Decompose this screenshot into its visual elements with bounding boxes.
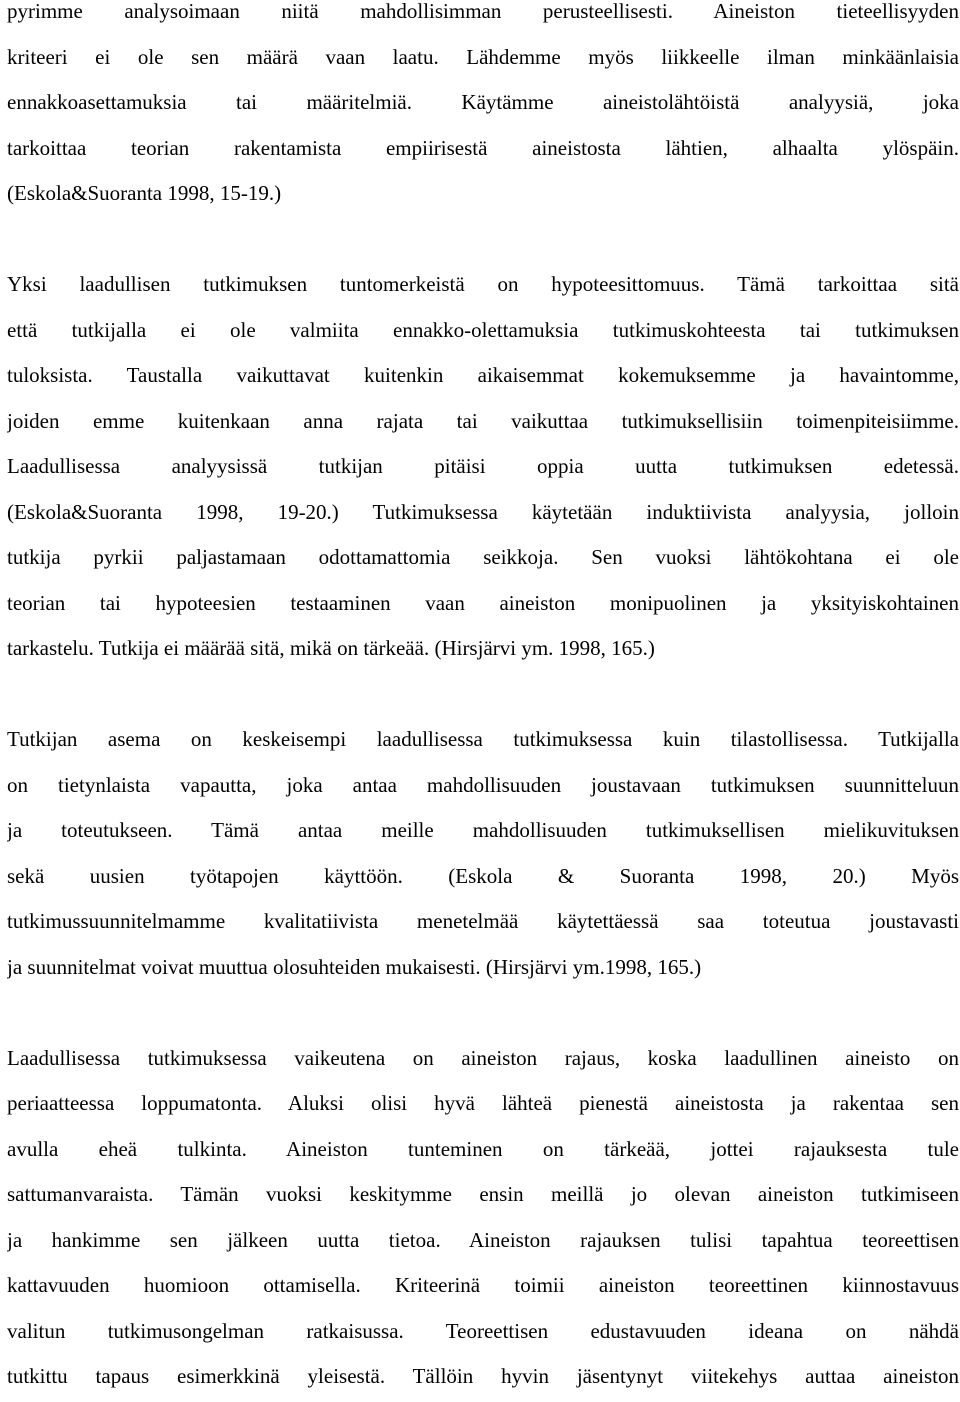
text-line: ennakkoasettamuksia tai määritelmiä. Käytämme aineistolähtöistä analyysiä, joka: [7, 90, 959, 114]
text-line: tuloksista. Taustalla vaikuttavat kuitenkin aikaisemmat kokemuksemme ja havaintomme,: [7, 363, 959, 387]
text-line: tutkimussuunnitelmamme kvalitatiivista menetelmää käytettäessä saa toteutua joustavasti: [7, 909, 959, 933]
text-line: ja suunnitelmat voivat muuttua olosuhteiden mukaisesti. (Hirsjärvi ym.1998, 165.): [7, 954, 702, 979]
text-line: sekä uusien työtapojen käyttöön. (Eskola & Suoranta 1998, 20.) Myös: [7, 863, 959, 888]
text-line: ja toteutukseen. Tämä antaa meille mahdollisuuden tutkimuksellisen mielikuvituksen: [7, 818, 959, 842]
text-line: periaatteessa loppumatonta. Aluksi olisi hyvä lähteä pienestä aineistosta ja rakentaa sen: [7, 1091, 959, 1115]
text-line: tarkoittaa teorian rakentamista empiirisestä aineistosta lähtien, alhaalta ylöspäin.: [7, 135, 959, 160]
paragraph-spacer: [7, 217, 959, 263]
text-line: valitun tutkimusongelman ratkaisussa. Teoreettisen edustavuuden ideana on nähdä: [7, 1318, 959, 1343]
text-line: ja hankimme sen jälkeen uutta tietoa. Aineiston rajauksen tulisi tapahtua teoreettisen: [7, 1227, 959, 1252]
text-line: tutkittu tapaus esimerkkinä yleisestä. Tällöin hyvin jäsentynyt viitekehys auttaa aineiston: [7, 1364, 959, 1388]
text-line: Laadullisessa tutkimuksessa vaikeutena on aineiston rajaus, koska laadullinen aineisto on: [7, 1045, 959, 1070]
text-line: joiden emme kuitenkaan anna rajata tai vaikuttaa tutkimuksellisiin toimenpiteisiimme.: [7, 408, 959, 433]
text-line: teorian tai hypoteesien testaaminen vaan aineiston monipuolinen ja yksityiskohtainen: [7, 590, 959, 615]
text-line: tarkastelu. Tutkija ei määrää sitä, mikä on tärkeää. (Hirsjärvi ym. 1998, 165.): [7, 636, 655, 660]
paragraph-4: [7, 1036, 959, 1400]
paragraph-1: [7, 0, 959, 217]
text-line: pyrimme analysoimaan niitä mahdollisimman perusteellisesti. Aineiston tieteellisyyden: [7, 0, 959, 23]
text-line: kattavuuden huomioon ottamisella. Kriteerinä toimii aineiston teoreettinen kiinnostavuus: [7, 1273, 959, 1297]
text-line: Tutkijan asema on keskeisempi laadullisessa tutkimuksessa kuin tilastollisessa. Tutkijalla: [7, 727, 959, 751]
text-line: (Eskola&Suoranta 1998, 19-20.) Tutkimuksessa käytetään induktiivista analyysia, jolloin: [7, 499, 959, 524]
text-line: Yksi laadullisen tutkimuksen tuntomerkeistä on hypoteesittomuus. Tämä tarkoittaa sitä: [7, 272, 959, 296]
text-line: Laadullisessa analyysissä tutkijan pitäisi oppia uutta tutkimuksen edetessä.: [7, 454, 959, 478]
text-line: että tutkijalla ei ole valmiita ennakko-olettamuksia tutkimuskohteesta tai tutkimuksen: [7, 317, 959, 342]
text-line: avulla eheä tulkinta. Aineiston tunteminen on tärkeää, jottei rajauksesta tule: [7, 1136, 959, 1161]
paragraph-spacer: [7, 990, 959, 1036]
text-line: kriteeri ei ole sen määrä vaan laatu. Lähdemme myös liikkeelle ilman minkäänlaisia: [7, 44, 959, 69]
text-line: tutkija pyrkii paljastamaan odottamattomia seikkoja. Sen vuoksi lähtökohtana ei ole: [7, 545, 959, 569]
text-line: sattumanvaraista. Tämän vuoksi keskitymme ensin meillä jo olevan aineiston tutkimiseen: [7, 1182, 959, 1206]
text-line: on tietynlaista vapautta, joka antaa mahdollisuuden joustavaan tutkimuksen suunnitteluun: [7, 772, 959, 797]
paragraph-spacer: [7, 672, 959, 718]
paragraph-2: [7, 262, 959, 672]
paragraph-3: [7, 717, 959, 990]
text-line: (Eskola&Suoranta 1998, 15-19.): [7, 181, 282, 205]
document-page: [7, 0, 959, 1400]
